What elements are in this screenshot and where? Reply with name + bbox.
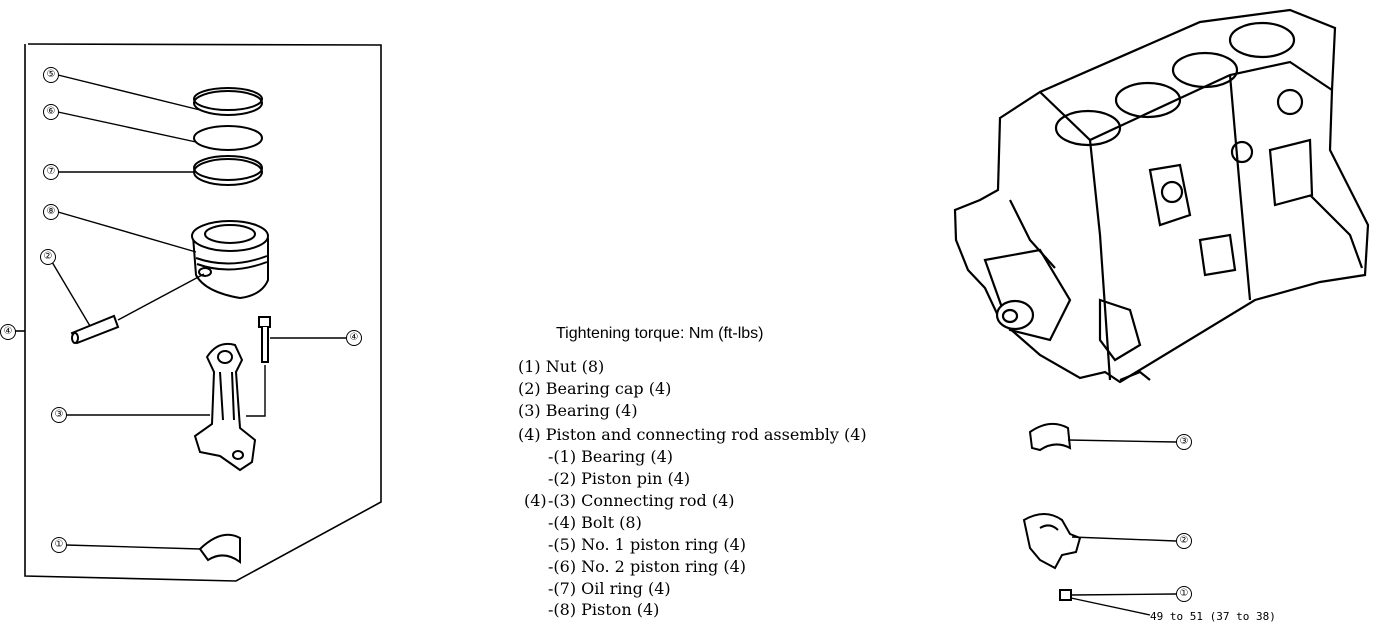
callout-1: ① — [51, 537, 67, 553]
legend-subitem: -(5) No. 1 piston ring (4) — [548, 535, 747, 554]
piston-ring-2 — [194, 126, 262, 150]
legend-item: (1) Nut (8) — [518, 357, 605, 376]
legend-item: (4) Piston and connecting rod assembly (4) — [518, 425, 867, 444]
legend-subitem: -(7) Oil ring (4) — [548, 579, 671, 598]
callout-2-right: ② — [1176, 533, 1192, 549]
legend-item: (2) Bearing cap (4) — [518, 379, 672, 398]
cylinder-block — [955, 10, 1368, 382]
legend-title: Tightening torque: Nm (ft-lbs) — [556, 325, 764, 342]
callout-1-right: ① — [1176, 586, 1192, 602]
callout-3: ③ — [51, 407, 67, 423]
oil-ring — [194, 156, 262, 185]
legend-subitem: -(3) Connecting rod (4) — [548, 491, 735, 510]
piston-ring-1 — [194, 88, 262, 115]
leader-lines-right — [1068, 440, 1176, 615]
callout-7: ⑦ — [43, 164, 59, 180]
callout-2: ② — [40, 249, 56, 265]
bearing-cap — [1024, 514, 1080, 568]
bolt — [246, 317, 270, 416]
legend-subitem: -(4) Bolt (8) — [548, 513, 642, 532]
callout-3-right: ③ — [1176, 434, 1192, 450]
callout-5: ⑤ — [43, 67, 59, 83]
legend-subitem: -(2) Piston pin (4) — [548, 469, 691, 488]
nut — [1060, 590, 1071, 600]
legend-subitem: -(6) No. 2 piston ring (4) — [548, 557, 747, 576]
assembly-frame — [14, 44, 381, 581]
callout-4-bolt: ④ — [346, 330, 362, 346]
legend-subitem: -(1) Bearing (4) — [548, 447, 673, 466]
piston-pin — [72, 316, 118, 343]
leader-lines-left — [52, 75, 346, 549]
legend-subprefix: (4) — [524, 491, 547, 510]
connecting-rod — [195, 344, 255, 470]
callout-8: ⑧ — [43, 204, 59, 220]
torque-value: 49 to 51 (37 to 38) — [1150, 610, 1276, 623]
main-bearing — [1030, 424, 1070, 450]
piston — [192, 221, 268, 298]
legend-subitem: -(8) Piston (4) — [548, 600, 660, 619]
rod-bearing — [200, 535, 240, 562]
legend-item: (3) Bearing (4) — [518, 401, 638, 420]
callout-6: ⑥ — [43, 104, 59, 120]
callout-4-assembly: ④ — [0, 324, 16, 340]
